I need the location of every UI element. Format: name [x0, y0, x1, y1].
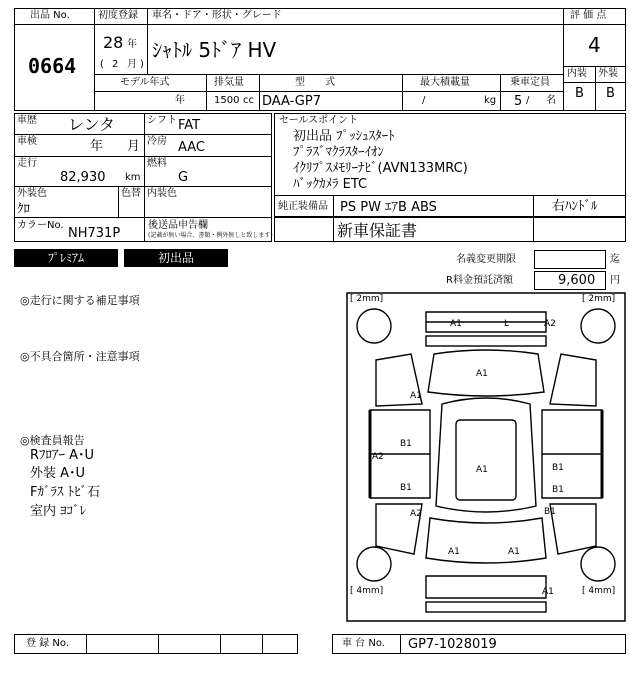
mark-left-rocker: A2	[372, 452, 384, 462]
inspector-report-line: 外装 A･U	[30, 466, 86, 481]
history-label: 車歴	[17, 115, 37, 126]
model-year-unit: 年	[175, 95, 185, 106]
roof-panel	[456, 420, 516, 500]
sales-points-label: セールスポイント	[279, 115, 359, 126]
fuel-label: 燃料	[147, 158, 167, 169]
equipment: PS PW ｴｱB ABS	[340, 200, 437, 215]
warranty-label: 後送品申告欄	[148, 220, 208, 231]
mark-right-front-door: B1	[544, 507, 556, 517]
history: レンタ	[68, 115, 115, 134]
damage-diagram	[346, 292, 626, 622]
exterior-grade: B	[606, 86, 615, 101]
name-change-unit: 迄	[610, 254, 620, 265]
model-year-label: モデル年式	[120, 77, 170, 88]
max-load-label: 最大積載量	[420, 77, 470, 88]
score-label: 評 価 点	[570, 10, 607, 21]
mark-left-front-door: B1	[400, 439, 412, 449]
mark-right-rear-door-upper: B1	[552, 463, 564, 473]
mark-roof: A1	[476, 465, 488, 475]
max-load-slash: /	[422, 95, 426, 106]
chassis-number: GP7-1028019	[408, 637, 497, 652]
mark-trunk-right: A1	[508, 547, 520, 557]
interior-grade-label: 内装	[567, 68, 587, 79]
interior-grade: B	[575, 86, 584, 101]
tread-rear-left: [ 4mm]	[350, 586, 384, 596]
right-rear-fender	[550, 504, 596, 554]
recycle-fee-unit: 円	[610, 275, 620, 286]
aircon-label: 冷房	[147, 136, 167, 147]
inspector-report-line: Fｶﾞﾗｽ ﾄﾋﾞ石	[30, 485, 101, 500]
exterior-color: ｸﾛ	[17, 202, 30, 217]
defects-notes-label: ◎不具合箇所・注意事項	[20, 350, 140, 363]
wheel-rear-right-icon	[581, 547, 615, 581]
first-registration-label: 初度登録	[98, 10, 138, 21]
first-registration-month: 2	[112, 59, 119, 70]
first-registration-year: 28	[103, 33, 124, 52]
recycle-fee-label: R料金預託済額	[446, 275, 513, 286]
inspection-label: 車検	[17, 136, 37, 147]
tread-front-left: [ 2mm]	[350, 294, 384, 304]
displacement-unit: cc	[243, 95, 254, 106]
sales-point-line: ｲｸﾘﾌﾟｽﾒﾓﾘｰﾅﾋﾞ(AVN133MRC)	[293, 161, 468, 176]
sales-point-line: ﾊﾞｯｸｶﾒﾗ ETC	[293, 177, 368, 192]
shift-label: シフト	[147, 115, 177, 126]
sales-point-line: 初出品 ﾌﾟｯｼｭｽﾀｰﾄ	[293, 129, 395, 144]
wheel-rear-left-icon	[357, 547, 391, 581]
cabin	[436, 398, 536, 512]
overall-score: 4	[588, 33, 601, 57]
capacity-unit: 名	[546, 95, 556, 106]
inspection-year-unit: 年	[90, 139, 104, 154]
fuel: G	[178, 170, 189, 185]
warranty-note: (記載が無い場合、書類・例外無しと致します)	[148, 232, 273, 239]
mileage: 82,930	[60, 170, 106, 185]
color-number: NH731P	[68, 226, 121, 241]
name-change-deadline-label: 名義変更期限	[456, 254, 516, 265]
equipment-label: 純正装備品	[278, 201, 328, 212]
inspection-month-unit: 月	[127, 139, 141, 154]
driving-notes-label: ◎走行に関する補足事項	[20, 294, 140, 307]
wheel-front-left-icon	[357, 309, 391, 343]
front-grille	[426, 336, 546, 346]
registration-number-label: 登 録 No.	[26, 638, 69, 649]
rear-bumper	[426, 576, 546, 598]
steering: 右ﾊﾝﾄﾞﾙ	[552, 199, 598, 214]
capacity: 5	[514, 94, 523, 109]
car-name: ｼｬﾄﾙ 5ﾄﾞｱ HV	[152, 38, 277, 62]
inspector-report-label: ◎検査員報告	[20, 434, 85, 447]
inspector-report-line: 室内 ﾖｺﾞﾚ	[30, 504, 87, 519]
mark-trunk-left: A1	[448, 547, 460, 557]
car-name-label: 車名・ドア・形状・グレード	[152, 10, 282, 21]
rear-panel	[426, 602, 546, 612]
inspector-report-line: Rﾌﾛｱｰ A･U	[30, 448, 95, 463]
wheel-front-right-icon	[581, 309, 615, 343]
model-code: DAA-GP7	[262, 94, 321, 109]
exterior-grade-label: 外装	[598, 68, 618, 79]
chassis-number-label: 車 台 No.	[342, 638, 385, 649]
lot-number: 0664	[28, 54, 77, 78]
mileage-label: 走行	[17, 158, 37, 169]
mark-front-bumper-left: A1	[450, 319, 462, 329]
exterior-color-label: 外装色	[17, 188, 47, 199]
trunk-lid	[426, 518, 546, 563]
mark-rear-bumper: A1	[542, 587, 554, 597]
month-unit: 月	[127, 59, 137, 70]
color-change-label: 色替	[121, 188, 141, 199]
interior-color-label: 内装色	[147, 188, 177, 199]
mileage-unit: km	[125, 172, 141, 183]
mark-front-bumper-right: A2	[544, 319, 556, 329]
warranty-value: 新車保証書	[337, 221, 418, 240]
mark-left-rear-fender: A2	[410, 509, 422, 519]
mark-left-front-fender: A1	[410, 391, 422, 401]
mark-left-rear-door: B1	[400, 483, 412, 493]
capacity-label: 乗車定員	[510, 77, 550, 88]
mark-front-bumper-center: L	[504, 319, 510, 329]
sales-point-line: ﾌﾟﾗｽﾞﾏｸﾗｽﾀｰｲｵﾝ	[293, 145, 384, 160]
max-load-unit: kg	[484, 95, 497, 106]
right-front-fender	[550, 354, 596, 406]
displacement: 1500	[214, 95, 240, 106]
tread-rear-right: [ 4mm]	[582, 586, 616, 596]
lot-number-label: 出品 No.	[30, 10, 70, 21]
first-listing-badge: 初出品	[124, 249, 228, 267]
year-unit: 年	[127, 39, 137, 50]
recycle-fee-amount: 9,600	[558, 273, 596, 288]
premium-badge: ﾌﾟﾚﾐｱﾑ	[14, 249, 118, 267]
mark-right-rear-door-lower: B1	[552, 485, 564, 495]
shift: FAT	[178, 118, 201, 133]
mark-hood: A1	[476, 369, 488, 379]
displacement-label: 排気量	[214, 77, 244, 88]
aircon: AAC	[178, 140, 205, 155]
model-code-label: 型 式	[295, 77, 335, 88]
tread-front-right: [ 2mm]	[582, 294, 616, 304]
color-number-label: カラーNo.	[17, 220, 64, 231]
